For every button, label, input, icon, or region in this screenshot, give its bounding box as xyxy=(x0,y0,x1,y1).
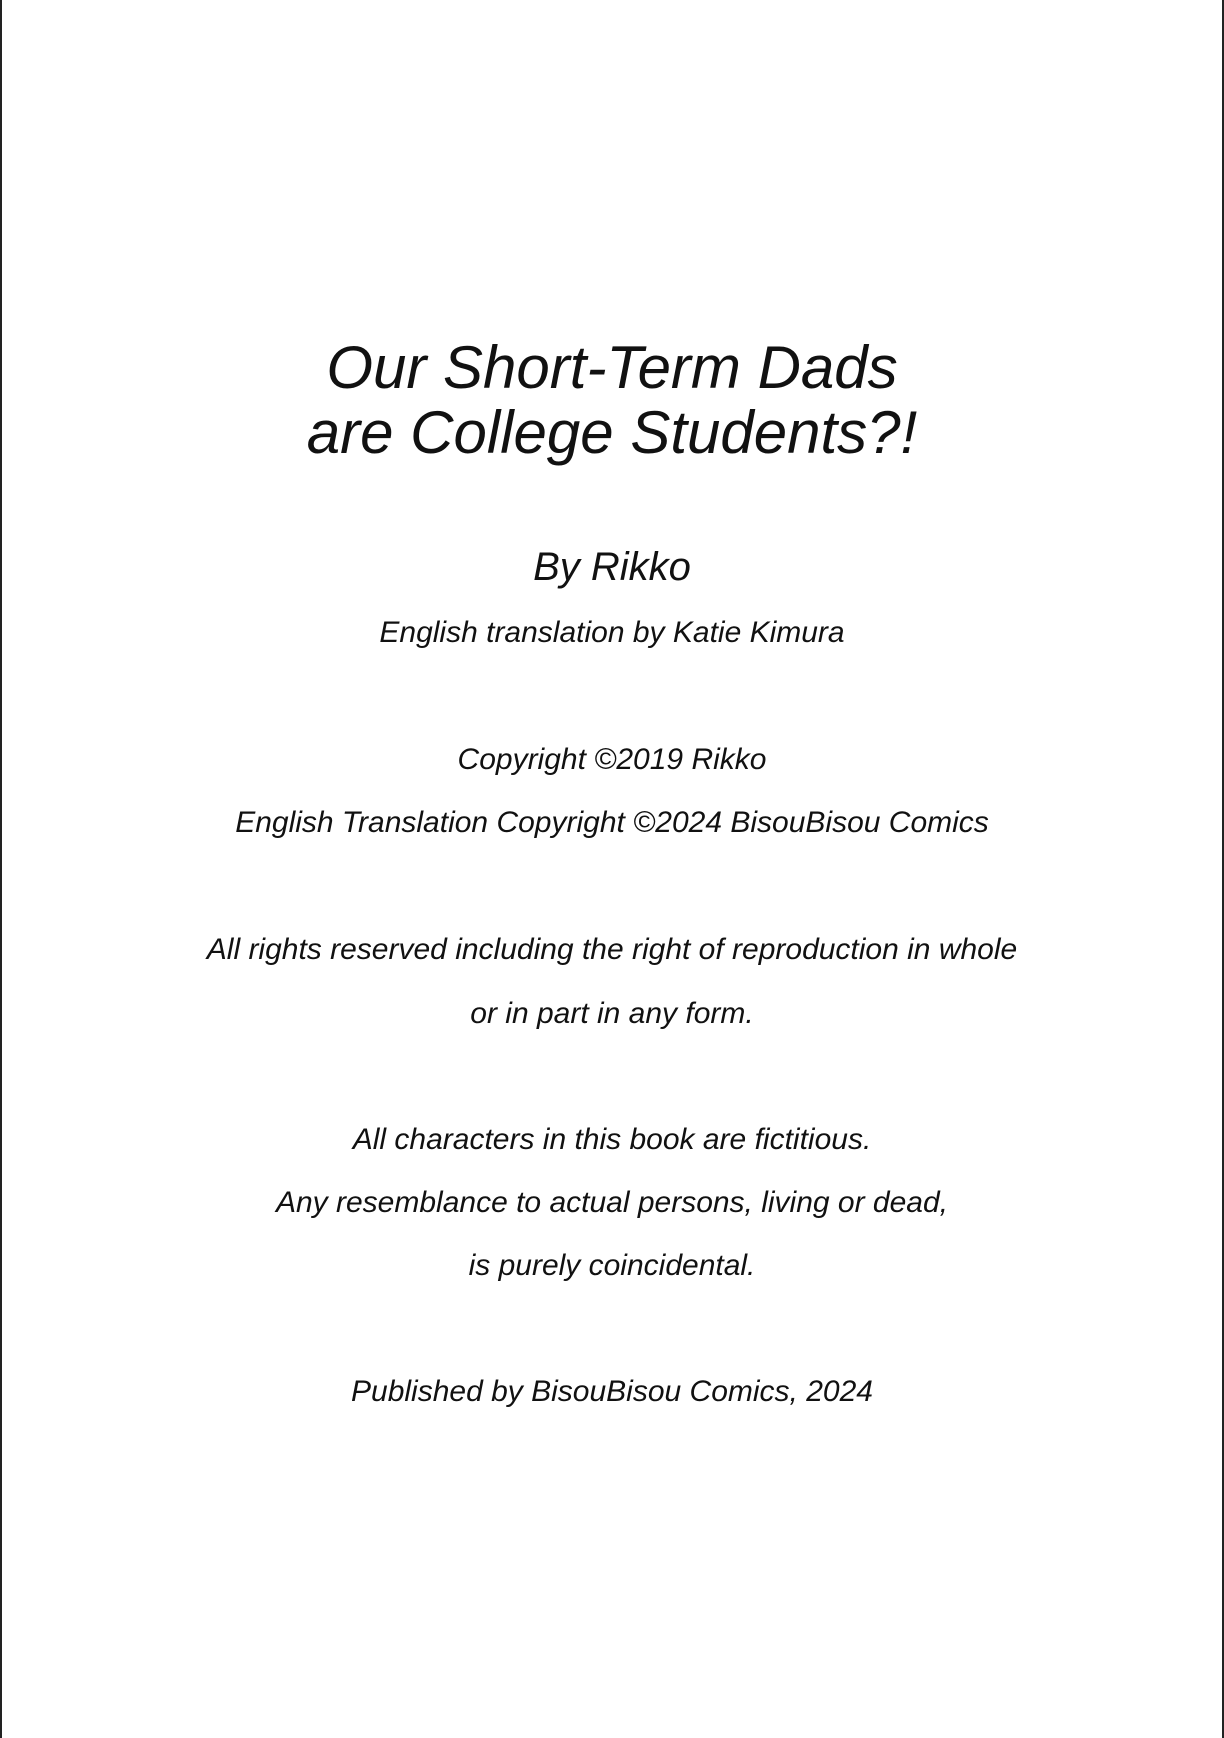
translation-copyright: English Translation Copyright ©2024 BisouBisou Comics xyxy=(235,806,989,839)
original-copyright: Copyright ©2019 Rikko xyxy=(457,743,767,776)
publisher-line: Published by BisouBisou Comics, 2024 xyxy=(351,1375,873,1408)
book-title-line-2: are College Students?! xyxy=(306,399,918,466)
disclaimer-line-1: All characters in this book are fictitious. xyxy=(352,1123,872,1156)
rights-reserved-line-2: or in part in any form. xyxy=(470,997,754,1030)
disclaimer-line-2: Any resemblance to actual persons, living or dead, xyxy=(275,1186,949,1219)
translator-credit: English translation by Katie Kimura xyxy=(379,616,845,649)
author-credit: By Rikko xyxy=(533,545,691,589)
rights-reserved-line-1: All rights reserved including the right of reproduction in whole xyxy=(206,933,1018,966)
disclaimer-line-3: is purely coincidental. xyxy=(468,1249,756,1282)
book-title-line-1: Our Short-Term Dads xyxy=(326,334,898,401)
page-border-left xyxy=(0,0,2,1738)
